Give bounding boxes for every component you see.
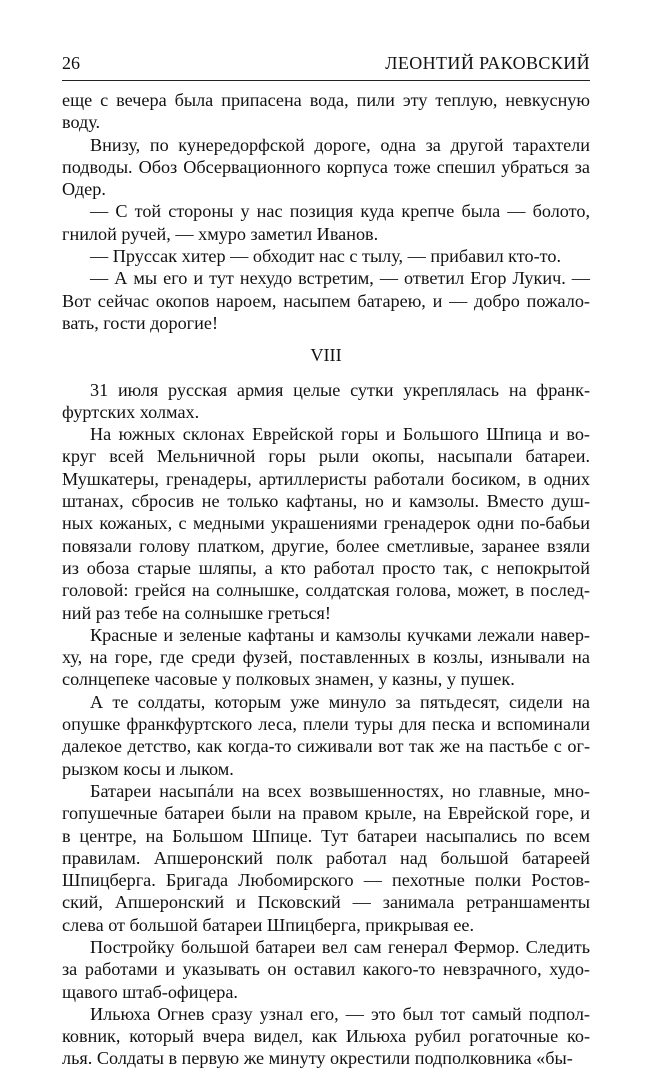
paragraph: [62, 134, 590, 201]
text-line: слева от большой батареи Шпицберга, прикрывая ее.: [62, 914, 475, 935]
text-line: — А мы его и тут нехудо встретим, — ответил Егор Лукич. —: [90, 268, 590, 289]
text-line: вать, гости дорогие!: [62, 312, 218, 333]
running-head-author: ЛЕОНТИЙ РАКОВСКИЙ: [385, 53, 590, 73]
text-line: за работами и указывать он оставил какого-то невзрачного, худо-: [62, 959, 590, 980]
text-line: ных кожаных, с медными украшениями гренадерок одни по-бабьи: [62, 513, 590, 534]
text-line: из обоза старые шляпы, а кто работал просто так, с непокрытой: [62, 557, 590, 578]
text-before-chapter: [62, 89, 590, 334]
paragraph: [62, 1003, 590, 1070]
text-line: повязали голову платком, другие, более сметливые, заранее взяли: [62, 535, 590, 556]
text-line: Ильюха Огнев сразу узнал его, — это был тот самый подпол-: [90, 1003, 590, 1024]
text-line: штанах, сбросив не только кафтаны, но и камзолы. Вместо душ-: [62, 491, 590, 512]
header-rule: [62, 80, 590, 81]
paragraph: [62, 624, 590, 691]
text-line: в центре, на Большом Шпице. Тут батареи насыпались по всем: [62, 825, 590, 846]
text-line: ний раз тебе на солнышке греться!: [62, 602, 331, 623]
text-line: ковник, который вчера видел, как Ильюха рубил рогаточные ко-: [62, 1026, 590, 1047]
paragraph: [62, 780, 590, 936]
text-line: Постройку большой батареи вел сам генерал Фермор. Следить: [90, 936, 590, 957]
text-line: круг всей Мельничной горы рыли окопы, насыпали батареи.: [62, 446, 590, 467]
text-line: рызком косы и лыком.: [62, 758, 234, 779]
text-body: [62, 89, 590, 1070]
paragraph: [62, 936, 590, 1003]
paragraph: [62, 245, 590, 267]
paragraph: [62, 267, 590, 334]
text-line: гнилой ручей, — хмуро заметил Иванов.: [62, 223, 379, 244]
text-line: Батареи насыпáли на всех возвышенностях, но главные, мно-: [90, 780, 590, 801]
text-line: воду.: [62, 112, 101, 133]
text-line: Одер.: [62, 179, 106, 200]
text-line: подводы. Обоз Обсервационного корпуса тоже спешил убраться за: [62, 156, 590, 177]
text-line: гопушечные батареи были на правом крыле, на Еврейской горе, и: [62, 803, 590, 824]
text-line: Красные и зеленые кафтаны и камзолы кучками лежали навер-: [90, 624, 590, 645]
text-line: ху, на горе, где среди фузей, поставленных в козлы, изнывали на: [62, 647, 590, 668]
text-line: 31 июля русская армия целые сутки укреплялась на франк-: [90, 379, 590, 400]
paragraph: [62, 379, 590, 424]
text-line: Вот сейчас окопов нароем, насыпем батарею, и — добро пожало-: [62, 290, 590, 311]
text-line: щавого штаб-офицера.: [62, 981, 238, 1002]
text-line: — С той стороны у нас позиция куда крепче была — болото,: [90, 201, 590, 222]
paragraph: [62, 89, 590, 134]
text-line: На южных склонах Еврейской горы и Большого Шпица и во-: [90, 424, 590, 445]
chapter-heading: VIII: [310, 345, 342, 366]
paragraph: [62, 200, 590, 245]
text-line: еще с вечера была припасена вода, пили эту теплую, невкусную: [62, 90, 590, 110]
text-line: солнцепеке часовые у полковых знамен, у казны, у пушек.: [62, 669, 515, 690]
text-line: фуртских холмах.: [62, 401, 200, 422]
text-line: далекое детство, как когда-то сиживали вот так же на пастьбе с ог-: [62, 736, 590, 757]
text-line: А те солдаты, которым уже минуло за пятьдесят, сидели на: [90, 691, 590, 712]
paragraph: [62, 691, 590, 780]
text-line: головой: грейся на солнышке, солдатская голова, может, в послед-: [62, 580, 590, 601]
text-line: опушке франкфуртского леса, плели туры для песка и вспоминали: [62, 714, 590, 735]
running-header: [62, 52, 590, 74]
text-line: Шпицберга. Бригада Любомирского — пехотные полки Ростов-: [62, 870, 590, 891]
text-line: Мушкатеры, гренадеры, артиллеристы работали босиком, в одних: [62, 468, 590, 489]
text-after-chapter: [62, 379, 590, 1070]
text-line: лья. Солдаты в первую же минуту окрестили подполковника «бы-: [62, 1048, 573, 1069]
text-line: Внизу, по кунередорфской дороге, одна за другой тарахтели: [90, 134, 590, 155]
text-line: — Пруссак хитер — обходит нас с тылу, — прибавил кто-то.: [90, 246, 561, 267]
text-line: ский, Апшеронский и Псковский — занимала ретраншаменты: [62, 892, 590, 913]
page-number: 26: [62, 53, 80, 73]
text-line: правилам. Апшеронский полк работал над большой батареей: [62, 847, 590, 868]
paragraph: [62, 423, 590, 624]
